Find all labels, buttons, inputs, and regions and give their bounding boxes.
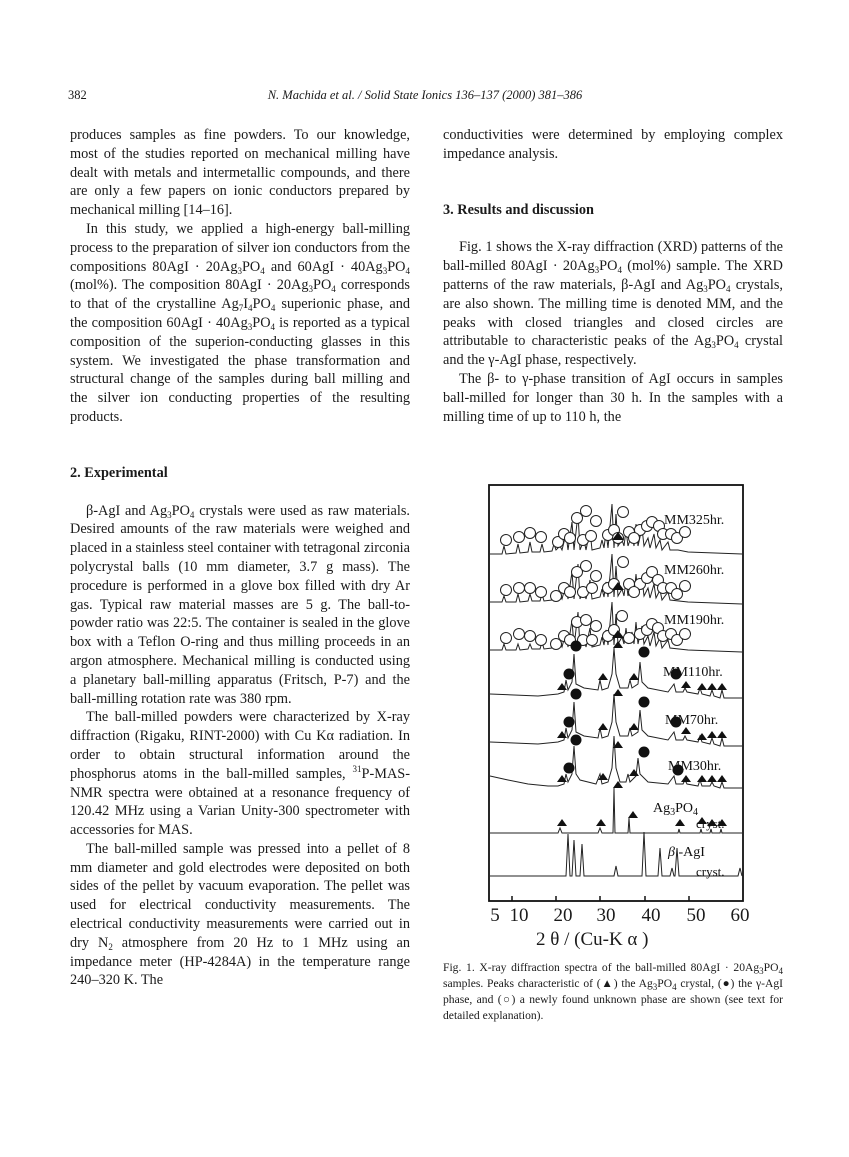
svg-text:MM190hr.: MM190hr. xyxy=(664,613,725,628)
svg-text:MM110hr.: MM110hr. xyxy=(663,665,723,680)
section-heading-experimental: 2. Experimental xyxy=(70,464,168,481)
experimental-continuation: conductivities were determined by employing complex impedance analysis. xyxy=(443,127,783,162)
running-title: N. Machida et al. / Solid State Ionics 136–137 (2000) 381–386 xyxy=(267,88,583,102)
xrd-chart xyxy=(488,484,744,902)
svg-text:MM325hr.: MM325hr. xyxy=(664,513,725,528)
svg-text:β -AgI: β -AgI xyxy=(668,845,705,860)
section-heading-results: 3. Results and discussion xyxy=(443,201,594,218)
experimental-paragraph-3: The ball-milled sample was pressed into a pellet of 8 mm diameter and gold electrodes were deposited on both sides of the pellet by vacuum evaporation. The pellet was used for electrical conductivity measurements. The electrical conductivity measurements were carried out in dry $N_2$ atmosphere from 20 Hz to 1 MHz using an impedance meter (HP-4284A) in the temperature range 240–320 K. The xyxy=(70,840,411,989)
results-paragraph-2: The β- to γ-phase transition of AgI occurs in samples ball-milled for longer than 30 h. In the samples with a milling time of up to 110 h, the xyxy=(443,370,783,425)
svg-text:MM30hr.: MM30hr. xyxy=(668,759,722,774)
experimental-paragraph-2: The ball-milled powders were characterized by X-ray diffraction (Rigaku, RINT-2000) with Cu Kα radiation. In order to obtain structural information around the phosphorus atoms in the ball-milled samples, $^{31}$P-MAS-NMR spectra were obtained at a resonance frequency of 120.42 MHz using a Varian Unity-300 spectrometer with accessories for MAS. xyxy=(70,709,410,839)
svg-text:Ag3PO4: $Ag_3PO_4$ xyxy=(653,801,699,818)
svg-text:MM260hr.: MM260hr. xyxy=(664,563,725,578)
right-column xyxy=(443,126,783,426)
x-axis-label: 2 θ / (Cu-K α ) xyxy=(536,929,649,950)
svg-text:MM70hr.: MM70hr. xyxy=(665,713,719,728)
figure-caption: Fig. 1. X-ray diffraction spectra of the ball-milled $80AgI \cdot 20Ag_3PO_4$ samples. Peaks characteristic of (▲) the $Ag_3PO_4$ crystal, (●) the γ-AgI phase, and (○) a newly found unknown phase are shown (see text for detailed explanation). xyxy=(443,961,783,1022)
intro-paragraph-2: In this study, we applied a high-energy ball-milling process to the preparation of silver ion conductors from the compositions $80AgI \cdot 20Ag_3PO_4$ and $60AgI \cdot 40Ag_3PO_4$ (mol%). The composition $80AgI \cdot 20Ag_3PO_4$ corresponds to that of the crystalline $Ag_7I_4PO_4$ superionic phase, and the composition $60AgI \cdot 40Ag_3PO_4$ is reported as a typical composition of the superion-conducting glasses in this system. We investigated the phase transformation and structural change of the samples during ball milling and the silver ion conducting properties of the resulting products. xyxy=(70,220,411,425)
left-column xyxy=(70,126,410,990)
svg-text:cryst.: cryst. xyxy=(696,864,725,879)
intro-continuation: produces samples as fine powders. To our knowledge, most of the studies reported on mechanical milling have dealt with metals and intermetallic compounds, and there are only a few papers on ionic conductors prepared by mechanical milling [14–16]. xyxy=(70,127,410,219)
running-header xyxy=(68,88,782,106)
page-number: 382 xyxy=(68,88,87,102)
svg-text:cryst.: cryst. xyxy=(696,816,725,831)
experimental-paragraph-1: β-AgI and $Ag_3PO_4$ crystals were used as raw materials. Desired amounts of the raw materials were weighed and placed in a stainless steel container with tetragonal zirconia polycrystal balls (10 mm diameter, 3.7 g mass). The procedure is performed in a glove box filled with dry Ar gas. Typical raw material masses are 5 g. The ball-to-powder ratio was 22:5. The container is sealed in the glove box with a Teflon O-ring and thus milling proceeds in an argon atmosphere. Mechanical milling is conducted using a planetary ball-milling apparatus (Fritsch, P-7) and the ball-milling rotation rate was 380 rpm. xyxy=(70,502,410,707)
results-paragraph-1: Fig. 1 shows the X-ray diffraction (XRD) patterns of the ball-milled $80AgI \cdot 20Ag_3PO_4$ (mol%) sample. The XRD patterns of the raw materials, β-AgI and $Ag_3PO_4$ crystals, are also shown. The milling time is denoted MM, and the peaks with closed triangles and closed circles are attributable to characteristic peaks of the $Ag_3PO_4$ crystal and the γ-AgI phase, respectively. xyxy=(443,239,784,369)
x-axis-tick-labels: 5 10 20 30 40 50 60 xyxy=(490,905,750,926)
xrd-figure xyxy=(488,484,744,902)
